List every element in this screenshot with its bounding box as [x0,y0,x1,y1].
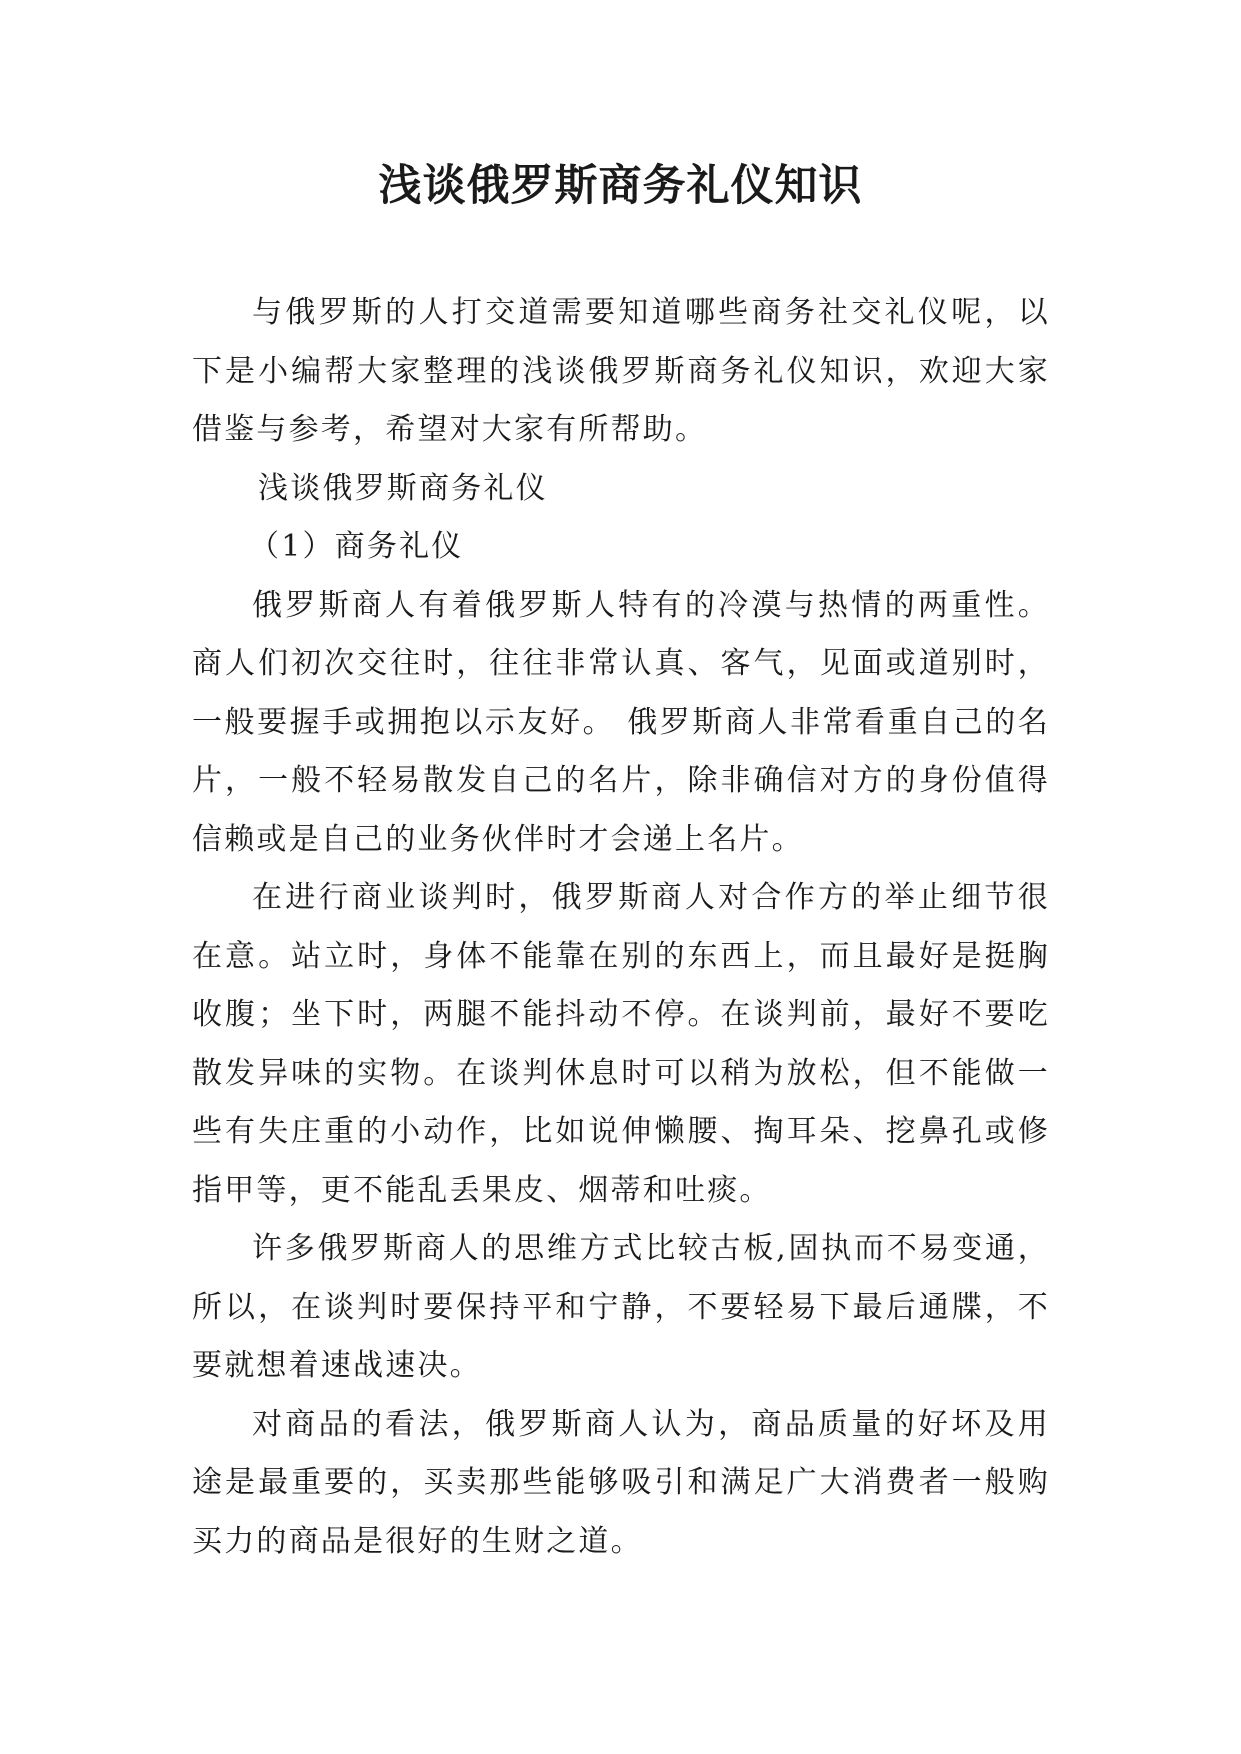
body-paragraph: 在进行商业谈判时，俄罗斯商人对合作方的举止细节很在意。站立时，身体不能靠在别的东西上，而且最好是挺胸收腹；坐下时，两腿不能抖动不停。在谈判前，最好不要吃散发异味的实物。在谈判休息时可以稍为放松，但不能做一些有失庄重的小动作，比如说伸懒腰、掏耳朵、挖鼻孔或修指甲等，更不能乱丢果皮、烟蒂和吐痰。 [192,880,1050,1208]
intro-paragraph: 与俄罗斯的人打交道需要知道哪些商务社交礼仪呢，以下是小编帮大家整理的浅谈俄罗斯商务礼仪知识，欢迎大家借鉴与参考，希望对大家有所帮助。 [192,295,1050,447]
subsection-heading: （1）商务礼仪 [249,529,464,564]
section-heading: 浅谈俄罗斯商务礼仪 [258,470,548,506]
document-title: 浅谈俄罗斯商务礼仪知识 [378,161,863,211]
body-paragraph: 许多俄罗斯商人的思维方式比较古板,固执而不易变通，所以，在谈判时要保持平和宁静，不要轻易下最后通牒，不要就想着速战速决。 [192,1231,1050,1383]
body-paragraph: 对商品的看法，俄罗斯商人认为，商品质量的好坏及用途是最重要的，买卖那些能够吸引和满足广大消费者一般购买力的商品是很好的生财之道。 [192,1406,1050,1559]
document-body [192,284,1050,1571]
body-paragraph: 俄罗斯商人有着俄罗斯人特有的冷漠与热情的两重性。商人们初次交往时，往往非常认真、客气，见面或道别时，一般要握手或拥抱以示友好。 俄罗斯商人非常看重自己的名片，一般不轻易散发自己的名片，除非确信对方的身份值得信赖或是自己的业务伙伴时才会递上名片。 [192,587,1050,857]
